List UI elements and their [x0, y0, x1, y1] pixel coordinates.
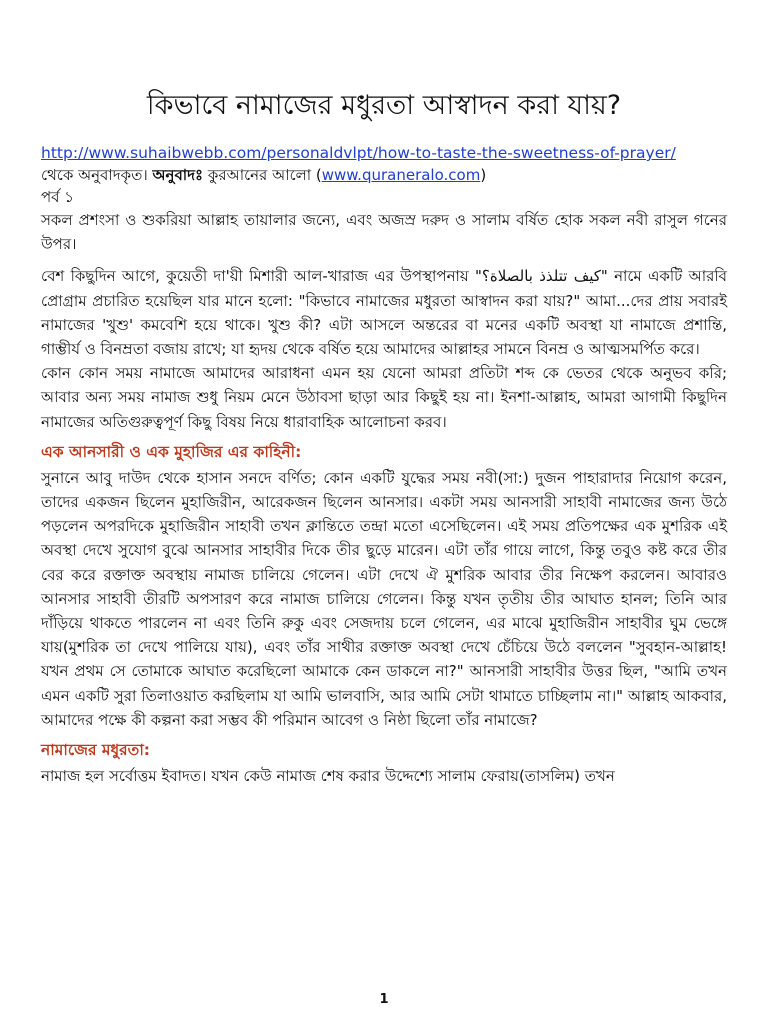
- translator-label: অনুবাদঃ: [152, 166, 204, 184]
- paragraph-story: সুনানে আবু দাউদ থেকে হাসান সনদে বর্ণিত; কোন একটি যুদ্ধের সময় নবী(সা:) দুজন পাহারাদার নিয়োগ করেন, তাদের একজন ছিলেন মুহাজিরীন, আরেকজন ছিলেন আনসার। একটা সময় আনসারী সাহাবী নামাজের জন্য উঠে পড়লেন অপরদিকে মুহাজিরীন সাহাবী তখন ক্লান্তিতে তন্দ্রা মতো এসেছিলেন। এই সময় প্রতিপক্ষের এক মুশরিক এই অবস্থা দেখে সুযোগ বুঝে আনসার সাহাবীর দিকে তীর ছুড়ে মারেন। এটা তাঁর গায়ে লাগে, কিন্তু তবুও কষ্ট করে তীর বের করে রক্তাক্ত অবস্থায় নামাজ চালিয়ে গেলেন। এটা দেখে ঐ মুশরিক আবার তীর নিক্ষেপ করলেন। আবারও আনসার সাহাবী তীরটি অপসারণ করে নামাজ চালিয়ে গেলেন। কিন্তু যখন তৃতীয় তীর আঘাত হানল; তিনি আর দাঁড়িয়ে থাকতে পারলেন না এবং তিনি রুকু এবং সেজদায় চলে গেলেন, এর মাঝে মুহাজিরীন সাহাবীর ঘুম ভেঙ্গে যায়(মুশরিক তা দেখে পালিয়ে যায়), এবং তাঁর সাথীর রক্তাক্ত অবস্থা দেখে চেঁচিয়ে উঠে বললেন "সুবহান-আল্লাহ! যখন প্রথম সে তোমাকে আঘাত করেছিলো আমাকে কেন ডাকলে না?" আনসারী সাহাবীর উত্তর ছিল, "আমি তখন এমন একটি সুরা তিলাওয়াত করছিলাম যা আমি ভালবাসি, আর আমি সেটা থামাতে চাচ্ছিলাম না।" আল্লাহ আকবার, আমাদের পক্ষে কী কল্পনা করা সম্ভব কী পরিমান আবেগ ও নিষ্ঠা ছিলো তাঁর নামাজে?: [41, 468, 727, 729]
- document-page: [41, 86, 727, 788]
- source-line: [41, 142, 727, 164]
- paragraph-sweetness: নামাজ হল সর্বোত্তম ইবাদত। যখন কেউ নামাজ শেষ করার উদ্দেশ্যে সালাম ফেরায়(তাসলিম) তখন: [41, 767, 615, 786]
- page-number: 1: [379, 992, 389, 1007]
- heading-story: এক আনসারী ও এক মুহাজির এর কাহিনী:: [41, 442, 302, 461]
- source-link[interactable]: http://www.suhaibwebb.com/personaldvlpt/how-to-taste-the-sweetness-of-prayer/: [41, 144, 676, 162]
- paragraph-intro: বেশ কিছুদিন আগে, কুয়েতী দা'য়ী মিশারী আল-খারাজ এর উপস্থাপনায় "كيف تتلذذ بالصلاة؟" নামে একটি আরবি প্রোগ্রাম প্রচারিত হয়েছিল যার মানে হলো: "কিভাবে নামাজের মধুরতা আস্বাদন করা যায়?" আমা...দের প্রায় সবারই নামাজের 'খুশু' কমবেশি হয়ে থাকে। খুশু কী? এটা আসলে অন্তরের বা মনের একটি অবস্থা যা নামাজে প্রশান্তি, গাম্ভীর্য ও বিনম্রতা বজায় রাখে; যা হৃদয় থেকে বর্ষিত হয়ে আমাদের আল্লাহর সামনে বিনম্র ও আত্মসমর্পিত করে।: [41, 267, 727, 359]
- spacer: [41, 256, 727, 264]
- part-label: পর্ব ১: [41, 188, 75, 206]
- translated-from-text: থেকে অনুবাদকৃত।: [41, 166, 148, 184]
- paragraph-praise: সকল প্রশংসা ও শুকরিয়া আল্লাহ তায়ালার জন্যে, এবং অজস্র দরুদ ও সালাম বর্ষিত হোক সকল নবী রাসুল গনের উপর।: [41, 211, 727, 254]
- translation-credit: [41, 164, 727, 186]
- translator-link[interactable]: www.quraneralo.com: [321, 166, 481, 184]
- heading-sweetness: নামাজের মধুরতা:: [41, 741, 151, 760]
- translator-close: ): [480, 166, 487, 184]
- document-title: কিভাবে নামাজের মধুরতা আস্বাদন করা যায়?: [146, 90, 622, 121]
- paragraph-experience: কোন কোন সময় নামাজে আমাদের আরাধনা এমন হয় যেনো আমরা প্রতিটা শব্দ কে ভেতর থেকে অনুভব করি; আবার অন্য সময় নামাজ শুধু নিয়ম মেনে উঠাবসা ছাড়া আর কিছুই হয় না। ইনশা-আল্লাহ, আমরা আগামী কিছুদিন নামাজের অতিগুরুত্বপূর্ণ কিছু বিষয় নিয়ে ধারাবাহিক আলোচনা করব।: [41, 364, 727, 431]
- translator-name: কুরআনের আলো (: [207, 166, 322, 184]
